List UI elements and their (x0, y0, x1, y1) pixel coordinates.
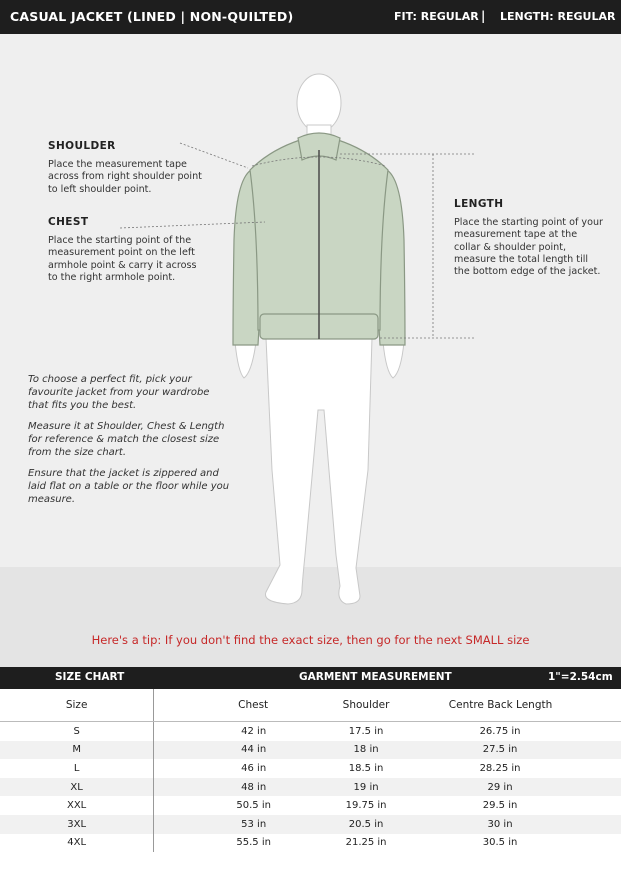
fit-tips (28, 373, 243, 514)
header-separator: | (481, 9, 486, 23)
table-header-row (0, 689, 621, 722)
tip-line: laid flat on a table or the floor while you (28, 481, 230, 492)
length-description-line: collar & shoulder point, (454, 241, 567, 253)
chest-cell: 55.5 in (236, 837, 271, 849)
chest-cell: 48 in (154, 778, 323, 797)
chest-cell: 50.5 in (236, 800, 271, 812)
size-cell: M (0, 741, 154, 760)
length-description (454, 217, 619, 278)
shoulder-cell: 20.5 in (323, 815, 409, 834)
tip-line: Ensure that the jacket is zippered and (28, 468, 219, 479)
chest-cell: 46 in (241, 762, 267, 774)
shoulder-heading: SHOULDER (48, 140, 116, 152)
tip-paragraph (28, 420, 243, 459)
shoulder-cell: 19 in (323, 778, 409, 797)
tip-line: for reference & match the closest size (28, 434, 220, 445)
length-cell: 28.25 in (479, 762, 521, 774)
size-cell: S (0, 722, 154, 741)
size-cell: 3XL (0, 815, 154, 834)
unit-conversion: 1"=2.54cm (548, 671, 613, 683)
size-cell: XL (0, 778, 154, 797)
table-row (0, 778, 621, 797)
length-heading: LENGTH (454, 198, 504, 210)
garment-measurement-title: GARMENT MEASUREMENT (299, 671, 452, 683)
chest-description (48, 235, 238, 284)
column-header-chest: Chest (154, 689, 323, 722)
table-row (0, 741, 621, 760)
shoulder-description-line: across from right shoulder point (48, 171, 202, 183)
tip-line: from the size chart. (28, 447, 127, 458)
size-cell: L (0, 759, 154, 778)
size-cell: 4XL (0, 834, 154, 853)
shoulder-cell: 19.75 in (345, 800, 387, 812)
length-cell: 30 in (409, 815, 621, 834)
fit-label: FIT: REGULAR (394, 10, 479, 23)
shoulder-description-line: Place the measurement tape (48, 159, 187, 170)
size-chart-bar (0, 667, 621, 689)
chest-description-line: Place the starting point of the (48, 235, 192, 246)
shoulder-description (48, 159, 238, 196)
shoulder-cell: 17.5 in (348, 725, 384, 737)
length-description-line: Place the starting point of your (454, 217, 603, 228)
table-row (0, 834, 621, 853)
shoulder-cell: 21.25 in (345, 837, 387, 849)
size-tip: Here's a tip: If you don't find the exact size, then go for the next SMALL size (91, 633, 530, 647)
size-chart-title: SIZE CHART (55, 671, 125, 683)
length-cell: 26.75 in (479, 725, 521, 737)
chest-cell: 44 in (154, 741, 323, 760)
chest-heading: CHEST (48, 216, 89, 228)
size-cell: XXL (0, 796, 154, 815)
length-description-line: the bottom edge of the jacket. (454, 266, 601, 278)
length-description-line: measurement tape at the (454, 229, 578, 241)
table-row (0, 759, 621, 778)
table-row (0, 815, 621, 834)
tip-line: measure. (28, 494, 76, 505)
length-description-line: measure the total length till (454, 253, 589, 265)
tip-line: Measure it at Shoulder, Chest & Length (28, 421, 225, 432)
size-chart-table (0, 689, 621, 852)
chest-description-line: to the right armhole point. (48, 271, 176, 283)
column-header-length: Centre Back Length (409, 689, 621, 722)
length-cell: 27.5 in (409, 741, 621, 760)
chest-cell: 53 in (154, 815, 323, 834)
chest-cell: 42 in (241, 725, 267, 737)
tip-paragraph (28, 467, 243, 506)
column-header-size: Size (0, 689, 154, 722)
table-row (0, 796, 621, 815)
table-row (0, 722, 621, 741)
length-cell: 30.5 in (482, 837, 518, 849)
tip-line: that fits you the best. (28, 400, 137, 411)
shoulder-description-line: to left shoulder point. (48, 183, 152, 195)
chest-description-line: armhole point & carry it across (48, 259, 197, 271)
chest-description-line: measurement point on the left (48, 247, 195, 259)
shoulder-cell: 18.5 in (348, 762, 384, 774)
length-cell: 29.5 in (482, 800, 518, 812)
tip-paragraph (28, 373, 243, 412)
column-header-shoulder: Shoulder (323, 689, 409, 722)
shoulder-cell: 18 in (323, 741, 409, 760)
product-title: CASUAL JACKET (LINED | NON-QUILTED) (10, 9, 294, 24)
tip-line: favourite jacket from your wardrobe (28, 387, 210, 398)
length-cell: 29 in (409, 778, 621, 797)
tip-line: To choose a perfect fit, pick your (28, 374, 192, 385)
length-label: LENGTH: REGULAR (500, 10, 616, 23)
